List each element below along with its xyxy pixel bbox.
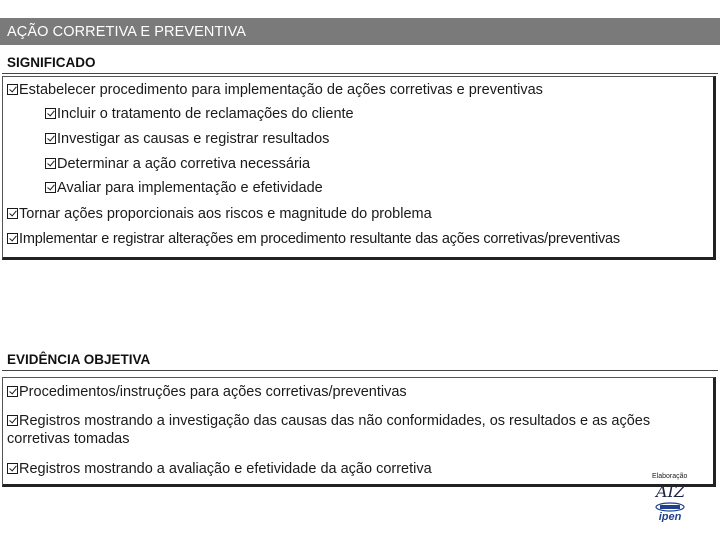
significado-heading: SIGNIFICADO [7, 55, 96, 70]
page-title: AÇÃO CORRETIVA E PREVENTIVA [7, 24, 247, 40]
ipen-logo-icon [651, 502, 689, 522]
ipen-logo [651, 502, 689, 522]
page-title-bar [0, 18, 720, 45]
checkbox-checked-icon [45, 158, 56, 169]
evidencia-item-2: Registros mostrando a investigação das causas das não conformidades, os resultados e as ações corretivas tomadas [7, 413, 651, 447]
significado-item-1: Estabelecer procedimento para implementação de ações corretivas e preventivas [7, 81, 543, 99]
significado-divider [2, 73, 718, 74]
evidencia-item-1: Procedimentos/instruções para ações corretivas/preventivas [7, 383, 407, 401]
significado-item-4: Determinar a ação corretiva necessária [45, 155, 310, 173]
checkbox-checked-icon [7, 463, 18, 474]
elaboracao-label: Elaboração [652, 473, 688, 480]
elaboracao-signature: AIZ [656, 482, 685, 501]
significado-item-6: Tornar ações proporcionais aos riscos e magnitude do problema [7, 205, 432, 223]
ipen-logo-text: ipen [658, 511, 682, 522]
evidencia-divider [2, 370, 718, 371]
checkbox-checked-icon [7, 415, 18, 426]
significado-item-2: Incluir o tratamento de reclamações do cliente [45, 105, 354, 123]
significado-item-5: Avaliar para implementação e efetividade [45, 179, 323, 197]
checkbox-checked-icon [45, 133, 56, 144]
checkbox-checked-icon [45, 108, 56, 119]
significado-item-7: Implementar e registrar alterações em procedimento resultante das ações corretivas/preventivas [7, 230, 620, 248]
checkbox-checked-icon [7, 84, 18, 95]
checkbox-checked-icon [7, 208, 18, 219]
checkbox-checked-icon [7, 233, 18, 244]
significado-item-3: Investigar as causas e registrar resultados [45, 130, 329, 148]
checkbox-checked-icon [7, 386, 18, 397]
evidencia-item-3: Registros mostrando a avaliação e efetividade da ação corretiva [7, 460, 432, 478]
checkbox-checked-icon [45, 182, 56, 193]
evidencia-heading: EVIDÊNCIA OBJETIVA [7, 352, 151, 367]
